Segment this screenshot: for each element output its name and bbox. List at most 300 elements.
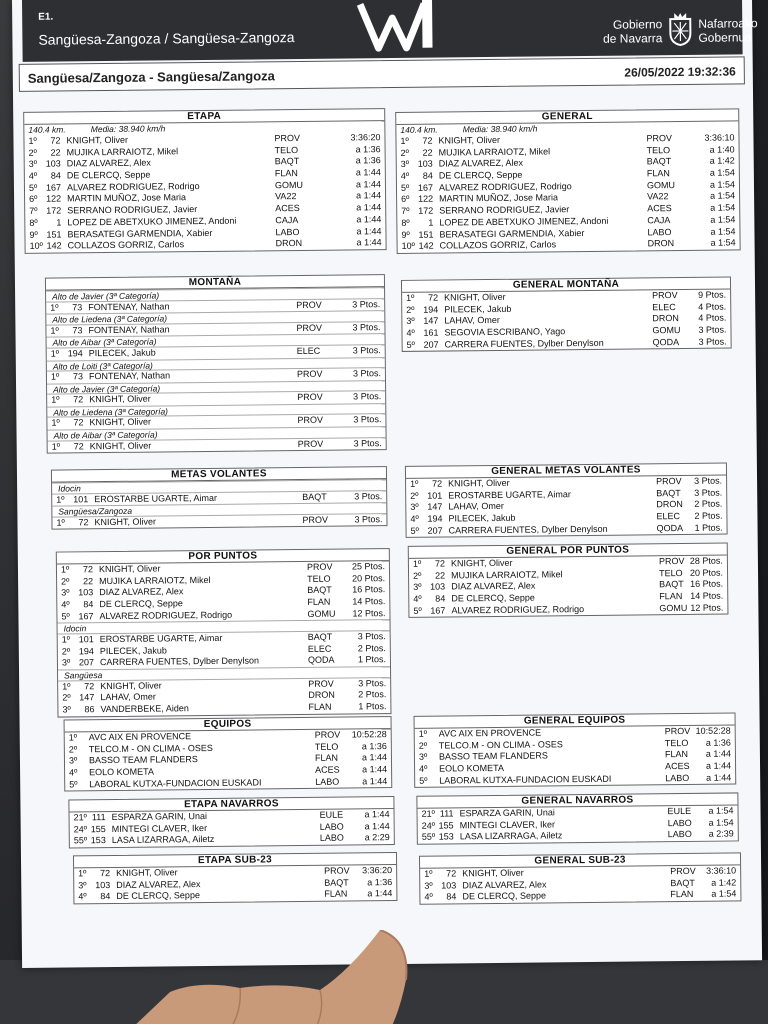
etapa-speed: Media: 38.940 km/h	[90, 123, 166, 135]
team-code: BAQT	[307, 631, 333, 642]
position: 1º	[406, 292, 415, 303]
result-value: 4 Ptos.	[698, 301, 727, 312]
stage-route: Sangüesa-Zangoza / Sangüesa-Zangoza	[38, 29, 295, 48]
team-code: VA22	[647, 191, 669, 202]
position: 1º	[51, 417, 60, 429]
team-name: LABORAL KUTXA-FUNDACION EUSKADI	[439, 773, 612, 786]
result-value: 25 Ptos.	[351, 561, 386, 572]
por-puntos-table	[56, 548, 392, 717]
position: 10º	[401, 240, 415, 252]
result-value: 3 Ptos.	[352, 298, 381, 309]
bib-number: 101	[78, 634, 94, 645]
team-code: PROV	[302, 514, 329, 525]
team-code: PROV	[297, 392, 323, 403]
team-code: QODA	[652, 336, 680, 348]
bib-number: 84	[422, 170, 433, 181]
team-code: PROV	[658, 555, 685, 567]
bib-number: 84	[83, 599, 94, 610]
general-equipos-title: GENERAL EQUIPOS	[415, 713, 735, 728]
team-code: DRON	[308, 689, 335, 701]
team-code: EULE	[319, 809, 344, 820]
bib-number: 103	[78, 587, 94, 598]
rider-row	[420, 889, 740, 904]
team-code: FLAN	[664, 749, 689, 760]
bib-number: 72	[73, 394, 84, 405]
bib-number: 22	[83, 575, 94, 586]
section-subheading: Alto de Aibar (3ª Categoría)	[47, 333, 385, 348]
result-value: 2 Ptos.	[694, 510, 723, 521]
bib-number: 151	[418, 229, 434, 240]
bib-number: 86	[84, 704, 95, 715]
rider-name: ESPARZA GARIN, Unai	[111, 811, 207, 823]
team-code: GOMU	[307, 608, 336, 619]
position: 2º	[400, 147, 409, 158]
rider-name: EROSTARBE UGARTE, Aimar	[94, 492, 217, 504]
rider-name: MUJIKA LARRAIOTZ, Mikel	[99, 574, 211, 586]
team-code: VA22	[275, 191, 297, 202]
rider-name: CARRERA FUENTES, Dylber Denylson	[99, 655, 260, 668]
rider-name: SERRANO RODRIGUEZ, Javier	[67, 204, 198, 216]
result-value: a 1:54	[708, 817, 734, 828]
position: 2º	[61, 646, 71, 657]
rider-name: LAHAV, Omer	[448, 501, 504, 512]
result-value: a 1:36	[361, 740, 387, 752]
metas-volantes-table	[51, 466, 388, 530]
team-code: BAQT	[659, 579, 684, 590]
rider-name: DE CLERCQ, Seppe	[116, 890, 200, 902]
result-value: a 1:44	[367, 888, 393, 899]
result-value: 28 Ptos.	[689, 555, 723, 566]
bib-number: 207	[78, 657, 94, 668]
position: 5º	[400, 182, 410, 193]
rider-name: PILECEK, Jakub	[448, 512, 516, 524]
team-code: TELO	[664, 737, 689, 748]
rider-name: DIAZ ALVAREZ, Alex	[99, 586, 184, 598]
general-metas-volantes-table	[405, 463, 728, 539]
result-value: 3 Ptos.	[698, 324, 727, 335]
gov-left-line1: Gobierno	[612, 17, 663, 32]
team-name: EOLO KOMETA	[439, 762, 504, 774]
section-subheading: Alto de Liedena (3ª Categoría)	[47, 403, 385, 418]
bib-number: 111	[439, 808, 454, 819]
bib-number: 101	[427, 490, 443, 501]
team-code: PROV	[664, 725, 691, 737]
bib-number: 72	[73, 417, 84, 428]
team-code: PROV	[297, 438, 324, 449]
position: 4º	[413, 593, 422, 604]
position: 5º	[419, 775, 428, 786]
general-distance: 140.4 km.	[400, 124, 438, 135]
bib-number: 22	[434, 570, 446, 581]
bib-number: 84	[50, 170, 61, 181]
rider-name: KNIGHT, Oliver	[98, 563, 161, 575]
gov-left-line2: de Navarra	[602, 31, 663, 46]
team-code: BAQT	[646, 156, 672, 167]
general-navarros-title: GENERAL NAVARROS	[417, 793, 737, 808]
rider-name: KNIGHT, Oliver	[450, 557, 513, 569]
position: 1º	[418, 728, 428, 739]
position: 1º	[424, 868, 433, 879]
team-code: ELEC	[656, 511, 681, 522]
general-sub23-table	[419, 852, 741, 904]
position: 2º	[68, 744, 78, 755]
rider-name: DIAZ ALVAREZ, Alex	[438, 158, 523, 169]
team-code: FLAN	[274, 168, 298, 179]
result-value: a 1:36	[705, 737, 731, 748]
rider-name: MARTIN MUÑOZ, Jose Maria	[67, 192, 186, 204]
result-value: a 1:42	[711, 877, 737, 888]
rider-name: PILECEK, Jakub	[444, 303, 512, 315]
result-value: a 1:54	[709, 167, 735, 178]
position: 1º	[78, 868, 87, 879]
position: 9º	[29, 229, 38, 240]
position: 5º	[406, 339, 415, 350]
rider-row	[74, 888, 396, 903]
team-name: EOLO KOMETA	[89, 766, 154, 778]
etapa-distance: 140.4 km.	[28, 124, 66, 135]
etapa-title: ETAPA	[24, 109, 384, 125]
team-code: DRON	[652, 313, 679, 324]
team-code: PROV	[296, 368, 323, 380]
rider-name: LASA LIZARRAGA, Ailetz	[111, 834, 215, 846]
result-value: 3 Ptos.	[352, 345, 381, 356]
bib-number: 72	[100, 868, 111, 879]
team-code: FLAN	[646, 168, 670, 179]
result-value: 3:36:10	[704, 132, 735, 143]
position: 5º	[61, 611, 70, 622]
team-code: ACES	[647, 203, 672, 214]
rider-name: BERASATEGI GARMENDIA, Xabier	[67, 227, 213, 239]
bib-number: 1	[56, 217, 62, 228]
team-code: ACES	[665, 761, 690, 772]
bib-number: 194	[78, 645, 94, 656]
result-value: a 1:44	[356, 213, 382, 225]
result-value: 4 Ptos.	[698, 312, 727, 324]
team-code: ELEC	[296, 345, 321, 356]
result-value: 3 Ptos.	[353, 391, 382, 402]
gov-name-left	[602, 17, 662, 46]
position: 5º	[413, 605, 422, 616]
rider-name: DE CLERCQ, Seppe	[451, 592, 535, 604]
gov-name-right	[698, 16, 758, 45]
result-value: 20 Ptos.	[351, 572, 386, 584]
section-subheading: Sangüesa	[58, 666, 390, 681]
result-value: a 1:54	[710, 237, 736, 248]
general-speed: Media: 38.940 km/h	[462, 123, 538, 135]
team-name: BASSO TEAM FLANDERS	[438, 750, 548, 762]
position: 2º	[412, 570, 422, 581]
result-value: a 1:36	[355, 143, 381, 155]
rider-name: KNIGHT, Oliver	[89, 417, 151, 428]
por-puntos-title: POR PUNTOS	[57, 549, 389, 564]
section-subheading: Idocin	[52, 479, 386, 494]
team-code: CAJA	[647, 214, 671, 226]
team-code: LABO	[647, 226, 672, 237]
bib-number: 167	[45, 182, 62, 193]
rider-name: EROSTARBE UGARTE, Aimar	[448, 488, 571, 501]
montana-table	[45, 274, 387, 454]
result-value: a 1:54	[708, 805, 734, 816]
rider-row	[409, 602, 727, 617]
position: 6º	[401, 194, 410, 205]
headline-bar	[19, 56, 745, 92]
team-name: AVC AIX EN PROVENCE	[88, 731, 192, 743]
position: 21º	[73, 812, 87, 823]
position: 4º	[400, 170, 410, 181]
position: 1º	[51, 441, 61, 452]
result-value: a 1:44	[356, 202, 382, 213]
team-code: GOMU	[652, 325, 681, 336]
team-code: PROV	[274, 132, 301, 144]
rider-name: CARRERA FUENTES, Dylber Denylson	[444, 337, 604, 350]
position: 4º	[28, 170, 38, 181]
general-metas-volantes-title: GENERAL METAS VOLANTES	[406, 464, 726, 479]
rider-name: SERRANO RODRIGUEZ, Javier	[439, 204, 570, 216]
position: 3º	[413, 582, 422, 593]
result-value: a 1:44	[355, 178, 381, 190]
bib-number: 155	[438, 820, 454, 831]
bib-number: 111	[91, 812, 106, 823]
rider-name: ESPARZA GARIN, Unai	[459, 807, 555, 819]
team-code: PROV	[296, 322, 323, 333]
equipos-table	[64, 716, 393, 792]
position: 2º	[418, 740, 428, 751]
bib-number: 72	[422, 135, 433, 146]
result-value: a 1:44	[355, 167, 381, 178]
gov-right-line2: Gobernua	[698, 30, 752, 45]
rider-name: DIAZ ALVAREZ, Alex	[116, 878, 201, 890]
team-code: PROV	[297, 415, 323, 426]
result-value: a 1:54	[710, 225, 736, 237]
bib-number: 22	[422, 147, 433, 158]
race-logo-icon	[352, 0, 439, 56]
result-value: a 1:54	[710, 190, 736, 202]
position: 1º	[56, 517, 65, 528]
rider-row	[26, 237, 386, 252]
team-code: PROV	[670, 865, 696, 877]
rider-row	[52, 514, 386, 529]
general-montana-table	[401, 276, 732, 352]
bib-number: 147	[79, 692, 95, 703]
general-title: GENERAL	[396, 109, 738, 125]
bib-number: 72	[446, 868, 457, 879]
position: 2º	[62, 692, 71, 703]
position: 1º	[50, 348, 60, 359]
rider-name: KNIGHT, Oliver	[89, 440, 152, 451]
team-code: FLAN	[659, 591, 683, 602]
bib-number: 73	[72, 301, 83, 312]
team-code: ACES	[275, 203, 300, 214]
metas-volantes-title: METAS VOLANTES	[52, 467, 386, 482]
bib-number: 207	[427, 525, 443, 536]
section-subheading: Alto de Aibar (3ª Categoría)	[48, 426, 386, 441]
rider-name: DIAZ ALVAREZ, Alex	[66, 157, 151, 169]
position: 4º	[424, 892, 433, 903]
team-code: DRON	[656, 499, 683, 510]
result-value: a 1:44	[361, 764, 388, 775]
bib-number: 151	[46, 228, 62, 240]
team-code: PROV	[308, 678, 334, 689]
headline-route: Sangüesa/Zangoza - Sangüesa/Zangoza	[27, 68, 275, 86]
result-value: a 1:44	[355, 190, 382, 201]
bib-number: 103	[45, 158, 61, 170]
position: 1º	[28, 135, 37, 146]
position: 1º	[412, 558, 422, 569]
rider-name: ALVAREZ RODRIGUEZ, Rodrigo	[438, 180, 572, 193]
result-value: a 1:36	[367, 876, 393, 888]
team-row	[415, 772, 735, 787]
rider-name: DE CLERCQ, Seppe	[99, 598, 183, 610]
position: 24º	[421, 820, 436, 831]
rider-row	[70, 832, 394, 847]
rider-name: MINTEGI CLAVER, Iker	[111, 822, 208, 834]
rider-name: LAHAV, Omer	[444, 315, 500, 326]
rider-name: KNIGHT, Oliver	[448, 477, 510, 489]
team-code: BAQT	[324, 877, 349, 888]
result-value: 3 Ptos.	[354, 490, 383, 501]
bib-number: 22	[50, 147, 61, 158]
general-montana-title: GENERAL MONTAÑA	[402, 277, 730, 292]
position: 2º	[406, 304, 415, 315]
rider-name: DE CLERCQ, Seppe	[462, 890, 547, 902]
result-value: 14 Ptos.	[352, 596, 386, 607]
rider-row	[58, 701, 390, 716]
bib-number: 73	[72, 371, 83, 382]
bib-number: 103	[441, 880, 457, 891]
bib-number: 72	[428, 292, 439, 303]
team-code: EULE	[667, 805, 692, 817]
team-name: BASSO TEAM FLANDERS	[88, 754, 198, 766]
result-value: 12 Ptos.	[352, 607, 386, 619]
result-value: 20 Ptos.	[689, 567, 724, 578]
position: 3º	[28, 159, 38, 170]
rider-name: KNIGHT, Oliver	[462, 867, 524, 879]
position: 3º	[418, 752, 428, 763]
team-code: PROV	[314, 729, 341, 740]
team-code: FLAN	[314, 753, 339, 764]
result-value: a 1:44	[705, 748, 731, 760]
position: 2º	[28, 147, 37, 158]
result-value: 10:52:28	[351, 729, 387, 740]
bib-number: 1	[428, 217, 434, 228]
team-code: TELO	[307, 573, 331, 584]
team-code: PROV	[324, 865, 350, 876]
rider-name: FONTENAY, Nathan	[88, 370, 171, 382]
bib-number: 207	[423, 339, 439, 350]
position: 1º	[56, 493, 65, 505]
result-value: 3:36:20	[362, 865, 393, 876]
equipos-title: EQUIPOS	[65, 717, 391, 732]
etapa-navarros-title: ETAPA NAVARROS	[69, 797, 393, 812]
etapa-table	[23, 108, 386, 254]
position: 5º	[69, 779, 78, 790]
result-value: a 1:44	[356, 237, 382, 248]
bib-number: 84	[100, 891, 111, 902]
etapa-sub23-table	[73, 852, 397, 904]
team-code: TELO	[274, 144, 299, 155]
rider-name: KNIGHT, Oliver	[444, 291, 506, 303]
position: 8º	[401, 217, 410, 228]
rider-row	[407, 522, 727, 537]
position: 3º	[410, 502, 419, 513]
result-value: a 1:36	[355, 155, 381, 166]
bib-number: 84	[435, 593, 446, 604]
result-value: 2 Ptos.	[358, 689, 387, 700]
bib-number: 172	[46, 205, 62, 216]
team-code: LABO	[665, 772, 690, 783]
result-value: 12 Ptos.	[690, 602, 724, 613]
position: 55º	[73, 835, 88, 846]
bib-number: 101	[73, 493, 89, 504]
hand-holding-sheet	[130, 930, 430, 1024]
team-code: CAJA	[275, 214, 299, 226]
result-value: 16 Ptos.	[690, 578, 724, 590]
result-value: 3 Ptos.	[353, 437, 382, 449]
result-value: 3 Ptos.	[694, 487, 723, 498]
result-value: 2 Ptos.	[357, 642, 386, 654]
position: 7º	[401, 205, 410, 217]
bib-number: 72	[82, 564, 94, 575]
result-value: 3:36:10	[706, 865, 737, 876]
team-code: FLAN	[324, 888, 348, 900]
team-code: BAQT	[274, 156, 300, 167]
result-value: 1 Ptos.	[357, 654, 386, 665]
rider-name: DE CLERCQ, Seppe	[66, 169, 151, 181]
result-value: a 1:44	[364, 809, 390, 820]
position: 1º	[50, 371, 60, 382]
stage-code: E1.	[38, 11, 54, 23]
gov-right-line1: Nafarroako	[698, 16, 758, 31]
etapa-navarros-table	[68, 796, 394, 848]
team-code: BAQT	[670, 877, 695, 888]
bib-number: 72	[50, 135, 61, 146]
position: 3º	[78, 879, 87, 891]
navarra-shield-icon	[666, 11, 694, 47]
team-code: ELEC	[307, 643, 332, 654]
team-name: AVC AIX EN PROVENCE	[438, 727, 542, 739]
rider-name: MUJIKA LARRAIOTZ, Mikel	[450, 568, 563, 581]
position: 3º	[61, 657, 71, 668]
position: 55º	[421, 831, 436, 843]
result-value: 3 Ptos.	[354, 513, 383, 525]
rider-name: KNIGHT, Oliver	[66, 134, 129, 146]
bib-number: 103	[417, 158, 433, 170]
result-value: a 1:54	[710, 202, 736, 213]
section-subheading: Sangüesa/Zangoza	[52, 502, 386, 517]
position: 21º	[421, 808, 435, 819]
team-code: BAQT	[307, 585, 332, 596]
position: 4º	[410, 513, 419, 524]
general-table	[395, 108, 740, 253]
result-value: a 1:44	[364, 820, 390, 832]
bib-number: 72	[434, 558, 445, 569]
team-code: QODA	[307, 654, 335, 666]
bib-number: 84	[446, 891, 457, 902]
general-equipos-table	[414, 712, 737, 788]
rider-name: LAHAV, Omer	[100, 691, 156, 703]
result-value: a 1:44	[356, 225, 382, 236]
position: 1º	[68, 732, 78, 743]
position: 1º	[50, 302, 59, 313]
bib-number: 72	[432, 478, 443, 489]
bib-number: 194	[67, 348, 83, 359]
team-code: LABO	[667, 817, 692, 828]
bib-number: 153	[90, 835, 106, 846]
section-subheading: Alto de Loiti (3ª Categoría)	[47, 357, 385, 372]
bib-number: 167	[430, 605, 446, 616]
result-value: a 1:40	[709, 144, 735, 155]
position: 6º	[29, 194, 38, 205]
